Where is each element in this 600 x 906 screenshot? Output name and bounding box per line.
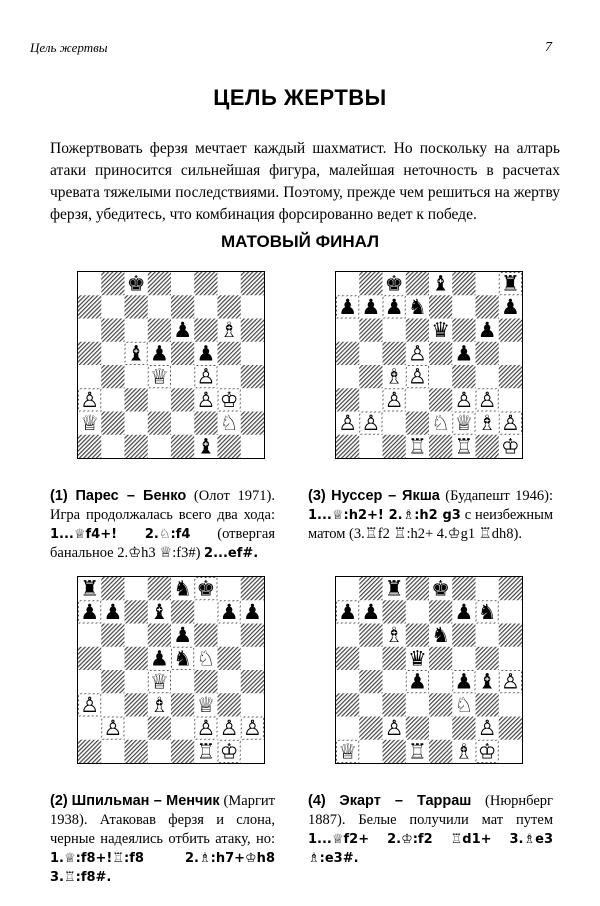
caption-diagram-1 (50, 487, 275, 563)
black-pawn-icon: ♟ (219, 599, 239, 624)
dark-square (336, 647, 359, 670)
black-rook-icon: ♜ (80, 577, 100, 601)
black-pawn-icon: ♟ (149, 646, 169, 671)
dark-square (78, 295, 101, 318)
caption-text: (Нюрнберг 1887). Белые получили мат путем (308, 793, 554, 828)
black-king-icon: ♚ (384, 272, 404, 296)
caption-number: (3) (308, 488, 326, 504)
dark-square (194, 412, 217, 435)
white-king-icon: ♔ (219, 739, 239, 763)
white-king-icon: ♔ (500, 434, 520, 458)
black-rook-icon: ♜ (500, 272, 520, 296)
dark-square (101, 412, 124, 435)
board-svg (336, 272, 522, 458)
black-pawn-icon: ♟ (454, 341, 474, 366)
dark-square (336, 388, 359, 411)
white-king-icon: ♔ (477, 739, 497, 763)
dark-square (383, 435, 406, 458)
white-queen-icon: ♕ (196, 692, 216, 717)
caption-diagram-2 (50, 792, 275, 887)
dark-square (429, 693, 452, 716)
white-pawn-icon: ♙ (384, 716, 404, 741)
black-pawn-icon: ♟ (477, 318, 497, 343)
black-pawn-icon: ♟ (361, 599, 381, 624)
caption-diagram-4 (308, 792, 553, 868)
black-bishop-icon: ♝ (196, 434, 216, 458)
black-pawn-icon: ♟ (338, 599, 358, 624)
dark-square (125, 388, 148, 411)
dark-square (359, 319, 382, 342)
dark-square (78, 647, 101, 670)
dark-square (101, 624, 124, 647)
white-pawn-icon: ♙ (500, 669, 520, 694)
caption-text: (отвергая банальное 2.♔h3 ♕:f3#) (50, 526, 275, 561)
dark-square (499, 365, 522, 388)
dark-square (476, 647, 499, 670)
white-pawn-icon: ♙ (361, 411, 381, 436)
black-pawn-icon: ♟ (80, 599, 100, 624)
dark-square (359, 670, 382, 693)
black-pawn-icon: ♟ (407, 669, 427, 694)
dark-square (476, 295, 499, 318)
white-pawn-icon: ♙ (477, 716, 497, 741)
page-number: 7 (545, 40, 552, 55)
dark-square (148, 717, 171, 740)
white-knight-icon: ♘ (219, 411, 239, 436)
dark-square (359, 272, 382, 295)
dark-square (359, 577, 382, 600)
white-knight-icon: ♘ (454, 692, 474, 717)
black-pawn-icon: ♟ (454, 599, 474, 624)
dark-square (171, 342, 194, 365)
dark-square (78, 740, 101, 763)
dark-square (336, 342, 359, 365)
white-rook-icon: ♖ (196, 739, 216, 763)
black-pawn-icon: ♟ (242, 599, 262, 624)
black-knight-icon: ♞ (407, 294, 427, 319)
dark-square (499, 319, 522, 342)
white-bishop-icon: ♗ (477, 411, 497, 436)
board-svg (78, 577, 264, 763)
intro-paragraph: Пожертвовать ферзя мечтает каждый шахматист. Но поскольку на алтарь атаки приносится сильнейшая фигура, малейшая неточность в расчетах чревата тяжелыми последствиями. Поэтому, прежде чем решиться на жертву ферзя, убедитесь, что комбинация форсированно ведет к победе. (50, 140, 560, 223)
dark-square (101, 272, 124, 295)
black-queen-icon: ♛ (431, 318, 451, 343)
dark-square (452, 365, 475, 388)
white-pawn-icon: ♙ (500, 411, 520, 436)
chapter-title: ЦЕЛЬ ЖЕРТВЫ (213, 85, 387, 110)
black-bishop-icon: ♝ (149, 599, 169, 624)
caption-moves: 1...♕f4+! 2.♘:f4 (50, 527, 191, 542)
black-pawn-icon: ♟ (361, 294, 381, 319)
board-svg (78, 272, 264, 458)
black-pawn-icon: ♟ (384, 294, 404, 319)
dark-square (148, 577, 171, 600)
dark-square (476, 693, 499, 716)
caption-text: (Маргит 1938). Атаковав ферзя и слона, черные надеялись отбить атаку, но: (50, 793, 276, 847)
black-pawn-icon: ♟ (173, 623, 193, 648)
dark-square (241, 670, 264, 693)
caption-text: (Олот 1971). Игра продолжалась всего два хода: (50, 488, 276, 523)
board-svg (336, 577, 522, 763)
dark-square (125, 435, 148, 458)
black-pawn-icon: ♟ (173, 318, 193, 343)
dark-square (429, 740, 452, 763)
dark-square (125, 647, 148, 670)
white-rook-icon: ♖ (454, 434, 474, 458)
black-pawn-icon: ♟ (338, 294, 358, 319)
black-pawn-icon: ♟ (500, 294, 520, 319)
white-bishop-icon: ♗ (219, 318, 239, 343)
black-queen-icon: ♛ (407, 646, 427, 671)
dark-square (383, 647, 406, 670)
black-knight-icon: ♞ (477, 599, 497, 624)
dark-square (429, 342, 452, 365)
caption-number: (2) (50, 793, 68, 809)
dark-square (78, 435, 101, 458)
dark-square (359, 624, 382, 647)
white-king-icon: ♔ (219, 387, 239, 412)
dark-square (125, 740, 148, 763)
dark-square (452, 624, 475, 647)
dark-square (194, 272, 217, 295)
dark-square (241, 624, 264, 647)
dark-square (148, 272, 171, 295)
dark-square (241, 272, 264, 295)
dark-square (499, 624, 522, 647)
section-subtitle: МАТОВЫЙ ФИНАЛ (220, 232, 380, 251)
white-bishop-icon: ♗ (454, 739, 474, 763)
chess-diagram-2 (77, 576, 265, 764)
white-pawn-icon: ♙ (80, 692, 100, 717)
white-bishop-icon: ♗ (384, 623, 404, 648)
white-queen-icon: ♕ (149, 669, 169, 694)
dark-square (452, 717, 475, 740)
dark-square (148, 412, 171, 435)
caption-players: Нуссер – Якша (331, 488, 440, 504)
dark-square (383, 342, 406, 365)
black-knight-icon: ♞ (173, 577, 193, 601)
white-pawn-icon: ♙ (242, 716, 262, 741)
dark-square (125, 600, 148, 623)
white-knight-icon: ♘ (431, 411, 451, 436)
dark-square (218, 435, 241, 458)
dark-square (359, 717, 382, 740)
dark-square (218, 342, 241, 365)
black-pawn-icon: ♟ (454, 669, 474, 694)
dark-square (101, 577, 124, 600)
caption-text: (Будапешт 1946): (439, 488, 553, 504)
caption-players: Парес – Бенко (75, 488, 187, 504)
dark-square (171, 693, 194, 716)
dark-square (383, 740, 406, 763)
white-bishop-icon: ♗ (384, 364, 404, 389)
white-pawn-icon: ♙ (477, 387, 497, 412)
dark-square (429, 295, 452, 318)
white-pawn-icon: ♙ (384, 387, 404, 412)
dark-square (148, 624, 171, 647)
caption-diagram-3 (308, 487, 553, 544)
black-knight-icon: ♞ (173, 646, 193, 671)
dark-square (383, 600, 406, 623)
black-bishop-icon: ♝ (126, 341, 146, 366)
caption-moves: 1.♕:f8+!♖:f8 2.♗:h7+♔h8 3.♖:f8#. (50, 851, 275, 885)
dark-square (101, 670, 124, 693)
white-queen-icon: ♕ (338, 739, 358, 763)
dark-square (406, 717, 429, 740)
black-king-icon: ♚ (126, 272, 146, 296)
dark-square (452, 319, 475, 342)
caption-moves: 1...♕:h2+! 2.♗:h2 g3 (308, 508, 461, 523)
white-pawn-icon: ♙ (196, 387, 216, 412)
dark-square (218, 693, 241, 716)
dark-square (476, 435, 499, 458)
dark-square (194, 624, 217, 647)
caption-number: (1) (50, 488, 68, 504)
dark-square (406, 577, 429, 600)
dark-square (194, 670, 217, 693)
dark-square (452, 272, 475, 295)
dark-square (406, 624, 429, 647)
black-knight-icon: ♞ (431, 623, 451, 648)
dark-square (429, 435, 452, 458)
dark-square (171, 388, 194, 411)
dark-square (171, 740, 194, 763)
dark-square (406, 319, 429, 342)
black-bishop-icon: ♝ (477, 669, 497, 694)
dark-square (383, 693, 406, 716)
dark-square (359, 365, 382, 388)
chess-diagram-3 (335, 271, 523, 459)
white-rook-icon: ♖ (407, 434, 427, 458)
dark-square (336, 693, 359, 716)
running-header-chapter: Цель жертвы (30, 40, 108, 55)
dark-square (499, 577, 522, 600)
caption-players: Экарт – Тарраш (339, 793, 472, 809)
white-pawn-icon: ♙ (196, 364, 216, 389)
dark-square (218, 647, 241, 670)
caption-moves: 1...♕f2+ 2.♔:f2 ♖d1+ 3.♗e3 ♗:e3#. (308, 832, 553, 866)
dark-square (241, 319, 264, 342)
dark-square (452, 577, 475, 600)
dark-square (406, 272, 429, 295)
black-bishop-icon: ♝ (431, 272, 451, 296)
black-pawn-icon: ♟ (149, 341, 169, 366)
white-knight-icon: ♘ (196, 646, 216, 671)
white-pawn-icon: ♙ (80, 387, 100, 412)
dark-square (406, 412, 429, 435)
caption-players: Шпильман – Менчик (71, 793, 220, 809)
dark-square (125, 295, 148, 318)
black-rook-icon: ♜ (384, 577, 404, 601)
dark-square (499, 717, 522, 740)
dark-square (101, 365, 124, 388)
dark-square (125, 693, 148, 716)
dark-square (429, 600, 452, 623)
dark-square (241, 412, 264, 435)
white-queen-icon: ♕ (454, 411, 474, 436)
white-queen-icon: ♕ (149, 364, 169, 389)
chess-diagram-1 (77, 271, 265, 459)
dark-square (171, 295, 194, 318)
white-pawn-icon: ♙ (407, 364, 427, 389)
dark-square (241, 365, 264, 388)
white-pawn-icon: ♙ (196, 716, 216, 741)
dark-square (429, 647, 452, 670)
caption-moves: 2...ef#. (204, 546, 259, 561)
black-pawn-icon: ♟ (103, 599, 123, 624)
white-rook-icon: ♖ (407, 739, 427, 763)
dark-square (101, 319, 124, 342)
dark-square (476, 342, 499, 365)
dark-square (78, 342, 101, 365)
chess-diagram-4 (335, 576, 523, 764)
white-pawn-icon: ♙ (103, 716, 123, 741)
dark-square (218, 295, 241, 318)
dark-square (148, 319, 171, 342)
caption-text: с неизбежным матом (3.♖f2 ♖:h2+ 4.♔g1 ♖dh8). (308, 507, 553, 542)
white-queen-icon: ♕ (80, 411, 100, 436)
white-pawn-icon: ♙ (407, 341, 427, 366)
dark-square (194, 319, 217, 342)
dark-square (336, 435, 359, 458)
dark-square (429, 388, 452, 411)
dark-square (171, 435, 194, 458)
white-pawn-icon: ♙ (454, 387, 474, 412)
dark-square (241, 577, 264, 600)
dark-square (171, 600, 194, 623)
caption-number: (4) (308, 793, 326, 809)
black-pawn-icon: ♟ (196, 341, 216, 366)
black-king-icon: ♚ (196, 577, 216, 601)
black-king-icon: ♚ (431, 577, 451, 601)
white-bishop-icon: ♗ (149, 692, 169, 717)
white-pawn-icon: ♙ (338, 411, 358, 436)
white-pawn-icon: ♙ (219, 716, 239, 741)
